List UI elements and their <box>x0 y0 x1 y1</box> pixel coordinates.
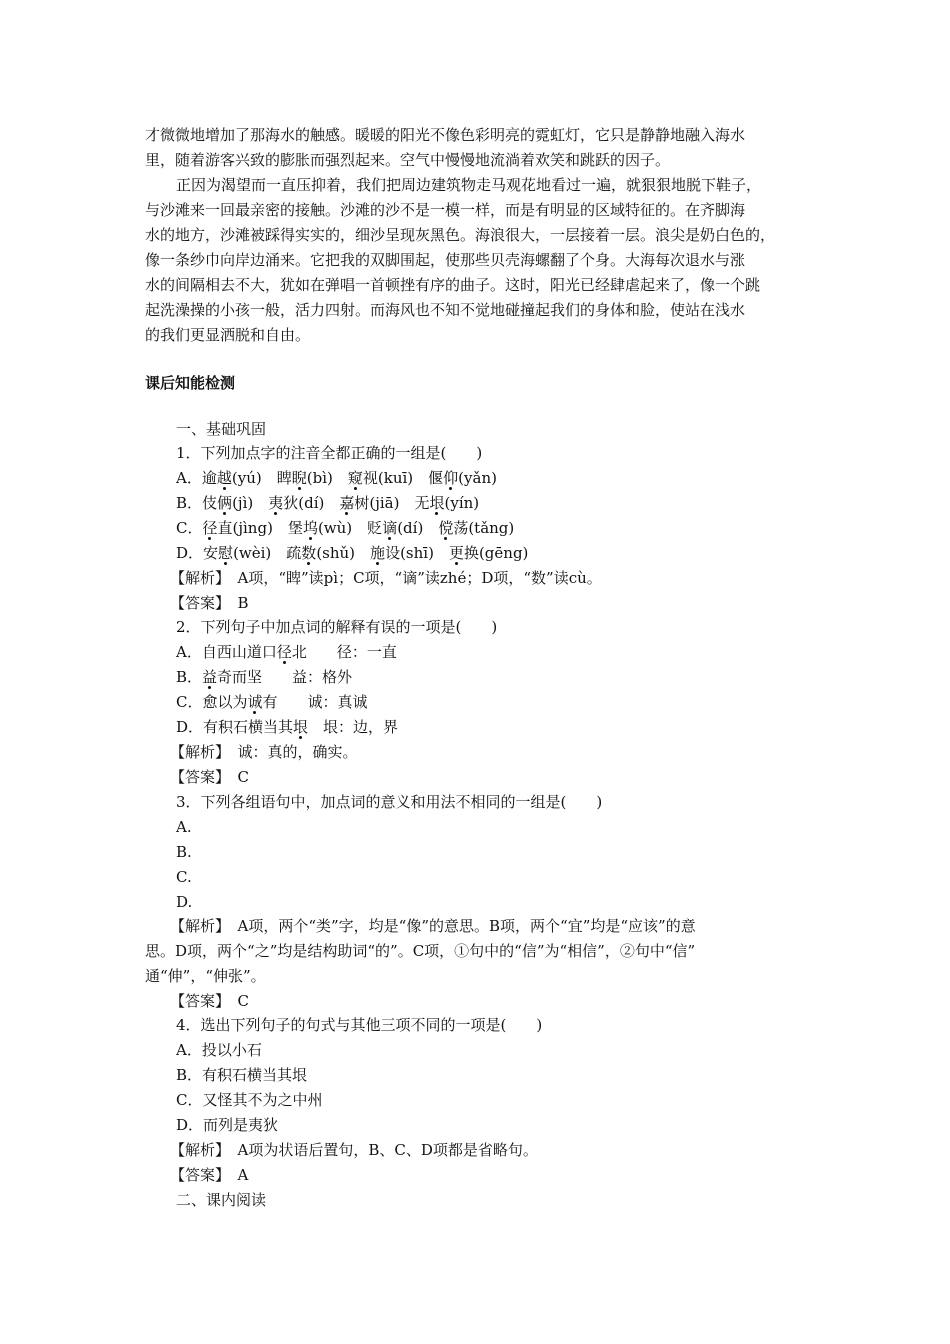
q3-analysis: 通“伸”，“伸张”。 <box>145 967 266 985</box>
q4-option-c: C．又怪其不为之中州 <box>176 1091 323 1109</box>
emphasis-char: 径 <box>276 643 292 661</box>
passage-line: 的我们更显洒脱和自由。 <box>145 326 311 344</box>
q3-option-b: B. <box>176 843 192 861</box>
emphasis-char: 径 <box>202 519 218 537</box>
passage-line: 才微微地增加了那海水的触感。暖暖的阳光不像色彩明亮的霓虹灯，它只是静静地融入海水 <box>145 126 746 144</box>
passage-line: 正因为渴望而一直压抑着，我们把周边建筑物走马观花地看过一遍，就狠狠地脱下鞋子， <box>176 176 762 194</box>
part-title: 一、基础巩固 <box>176 420 267 438</box>
emphasis-char: 窥 <box>347 469 363 487</box>
q1-option-b: B．伎俩(jì) 夷狄(dí) 嘉树(jiā) 无垠(yín) <box>176 494 480 512</box>
emphasis-char: 更 <box>448 544 464 562</box>
passage-line: 里，随着游客兴致的膨胀而强烈起来。空气中慢慢地流淌着欢笑和跳跃的因子。 <box>145 151 671 169</box>
q2-analysis: 【解析】 诚：真的，确实。 <box>170 743 358 761</box>
q4-option-a: A．投以小石 <box>176 1041 262 1059</box>
q2-option-d: D．有积石横当其垠 垠：边，界 <box>176 718 399 736</box>
emphasis-char: 垠 <box>293 718 309 736</box>
emphasis-char: 谪 <box>382 519 398 537</box>
q3-answer: 【答案】 C <box>170 992 249 1010</box>
emphasis-char: 慰 <box>218 544 234 562</box>
passage-line: 水的间隔相去不大，犹如在弹唱一首顿挫有序的曲子。这时，阳光已经肆虐起来了，像一个跳 <box>145 276 761 294</box>
passage-line: 水的地方，沙滩被踩得实实的，细沙呈现灰黑色。海浪很大，一层接着一层。浪尖是奶白色的， <box>145 226 776 244</box>
q3-option-c: C. <box>176 868 192 886</box>
passage-line: 像一条纱巾向岸边涌来。它把我的双脚围起，使那些贝壳海螺翻了个身。大海每次退水与涨 <box>145 251 746 269</box>
passage-line: 起洗澡操的小孩一般，活力四射。而海风也不知不觉地碰撞起我们的身体和脸，使站在浅水 <box>145 301 746 319</box>
emphasis-char: 诚 <box>247 693 263 711</box>
emphasis-char: 夷 <box>268 494 284 512</box>
emphasis-char: 俩 <box>217 494 233 512</box>
q1-analysis: 【解析】 A项，“睥”读pì；C项，“谪”读zhé；D项，“数”读cù。 <box>170 569 602 587</box>
question-stem: 1．下列加点字的注音全都正确的一组是( ) <box>176 444 483 462</box>
q4-option-b: B．有积石横当其垠 <box>176 1066 308 1084</box>
q3-option-d: D. <box>176 893 193 911</box>
q4-option-d: D．而列是夷狄 <box>176 1116 279 1134</box>
q2-option-a: A．自西山道口径北 径：一直 <box>176 643 397 661</box>
emphasis-char: 嘉 <box>339 494 355 512</box>
q3-analysis: 【解析】 A项，两个“类”字，均是“像”的意思。B项，两个“宜”均是“应该”的意 <box>170 917 696 935</box>
part-title: 二、课内阅读 <box>176 1191 267 1209</box>
q4-answer: 【答案】 A <box>170 1166 249 1184</box>
q3-analysis: 思。D项，两个“之”均是结构助词“的”。C项，①句中的“信”为“相信”，②句中“信” <box>145 942 696 960</box>
emphasis-char: 越 <box>216 469 232 487</box>
question-stem: 2．下列句子中加点词的解释有误的一项是( ) <box>176 618 498 636</box>
emphasis-char: 施 <box>370 544 386 562</box>
section-title: 课后知能检测 <box>145 374 236 392</box>
q1-answer: 【答案】 B <box>170 594 249 612</box>
emphasis-char: 坞 <box>302 519 318 537</box>
question-stem: 3．下列各组语句中，加点词的意义和用法不相同的一组是( ) <box>176 793 603 811</box>
q4-analysis: 【解析】 A项为状语后置句，B、C、D项都是省略句。 <box>170 1141 538 1159</box>
emphasis-char: 仰 <box>443 469 459 487</box>
q1-option-a: A．逾越(yú) 睥睨(bì) 窥视(kuī) 偃仰(yǎn) <box>176 469 497 487</box>
q3-option-a: A. <box>176 818 192 836</box>
q2-answer: 【答案】 C <box>170 768 249 786</box>
q1-option-c: C．径直(jìng) 堡坞(wù) 贬谪(dí) 傥荡(tǎng) <box>176 519 515 537</box>
emphasis-char: 益 <box>202 668 218 686</box>
q2-option-c: C．愈以为诚有 诚：真诚 <box>176 693 368 711</box>
q1-option-d: D．安慰(wèi) 疏数(shǔ) 施设(shī) 更换(gēng) <box>176 544 529 562</box>
passage-line: 与沙滩来一回最亲密的接触。沙滩的沙不是一模一样，而是有明显的区域特征的。在齐脚海 <box>145 201 746 219</box>
emphasis-char: 睨 <box>291 469 307 487</box>
emphasis-char: 垠 <box>429 494 445 512</box>
emphasis-char: 傥 <box>438 519 454 537</box>
q2-option-b: B．益奇而坚 益：格外 <box>176 668 353 686</box>
question-stem: 4．选出下列句子的句式与其他三项不同的一项是( ) <box>176 1016 543 1034</box>
emphasis-char: 数 <box>301 544 317 562</box>
